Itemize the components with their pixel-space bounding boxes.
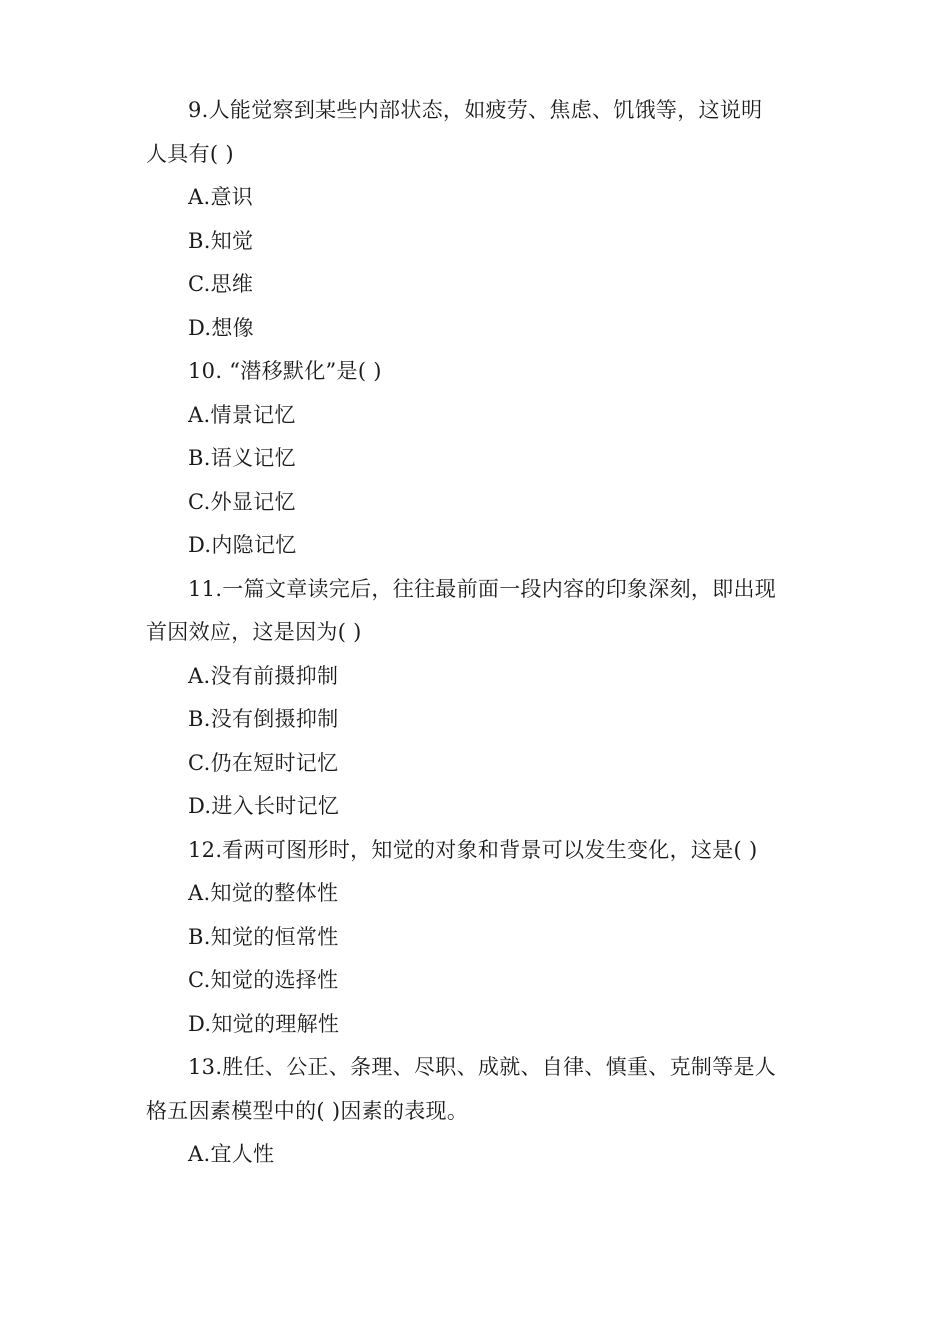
question-10-option-c: C.外显记忆 [188, 489, 296, 514]
question-12-option-c: C.知觉的选择性 [188, 968, 339, 992]
question-10-option-b: B.语义记忆 [188, 446, 296, 470]
question-11-option-a: A.没有前摄抑制 [188, 663, 339, 688]
question-9-option-d: D.想像 [188, 315, 254, 340]
question-9-stem-line-2: 人具有( ) [146, 141, 234, 166]
question-10-option-d: D.内隐记忆 [188, 533, 297, 557]
question-11-option-d: D.进入长时记忆 [188, 794, 340, 818]
question-10-stem-line-1: 10. “潜移默化”是( ) [188, 359, 382, 383]
question-12-option-a: A.知觉的整体性 [188, 881, 339, 905]
question-11-stem-line-1: 11.一篇文章读完后，往往最前面一段内容的印象深刻，即出现 [188, 576, 777, 601]
question-10-option-a: A.情景记忆 [188, 402, 296, 427]
question-9-stem-line-1: 9.人能觉察到某些内部状态，如疲劳、焦虑、饥饿等，这说明 [188, 98, 763, 122]
question-13-option-a: A.宜人性 [188, 1142, 275, 1166]
question-list [146, 89, 806, 1177]
question-11-option-b: B.没有倒摄抑制 [188, 707, 339, 731]
question-12-option-d: D.知觉的理解性 [188, 1011, 340, 1036]
question-13-stem-line-1: 13.胜任、公正、条理、尽职、成就、自律、慎重、克制等是人 [188, 1055, 777, 1079]
question-9-option-b: B.知觉 [188, 228, 254, 253]
question-9-option-c: C.思维 [188, 272, 254, 296]
question-9-option-a: A.意识 [188, 185, 254, 209]
question-11-option-c: C.仍在短时记忆 [188, 750, 339, 775]
question-12-option-b: B.知觉的恒常性 [188, 924, 339, 949]
question-12-stem-line-1: 12.看两可图形时，知觉的对象和背景可以发生变化，这是( ) [188, 837, 758, 862]
question-11-stem-line-2: 首因效应，这是因为( ) [146, 620, 362, 644]
question-13-stem-line-2: 格五因素模型中的( )因素的表现。 [146, 1098, 469, 1123]
